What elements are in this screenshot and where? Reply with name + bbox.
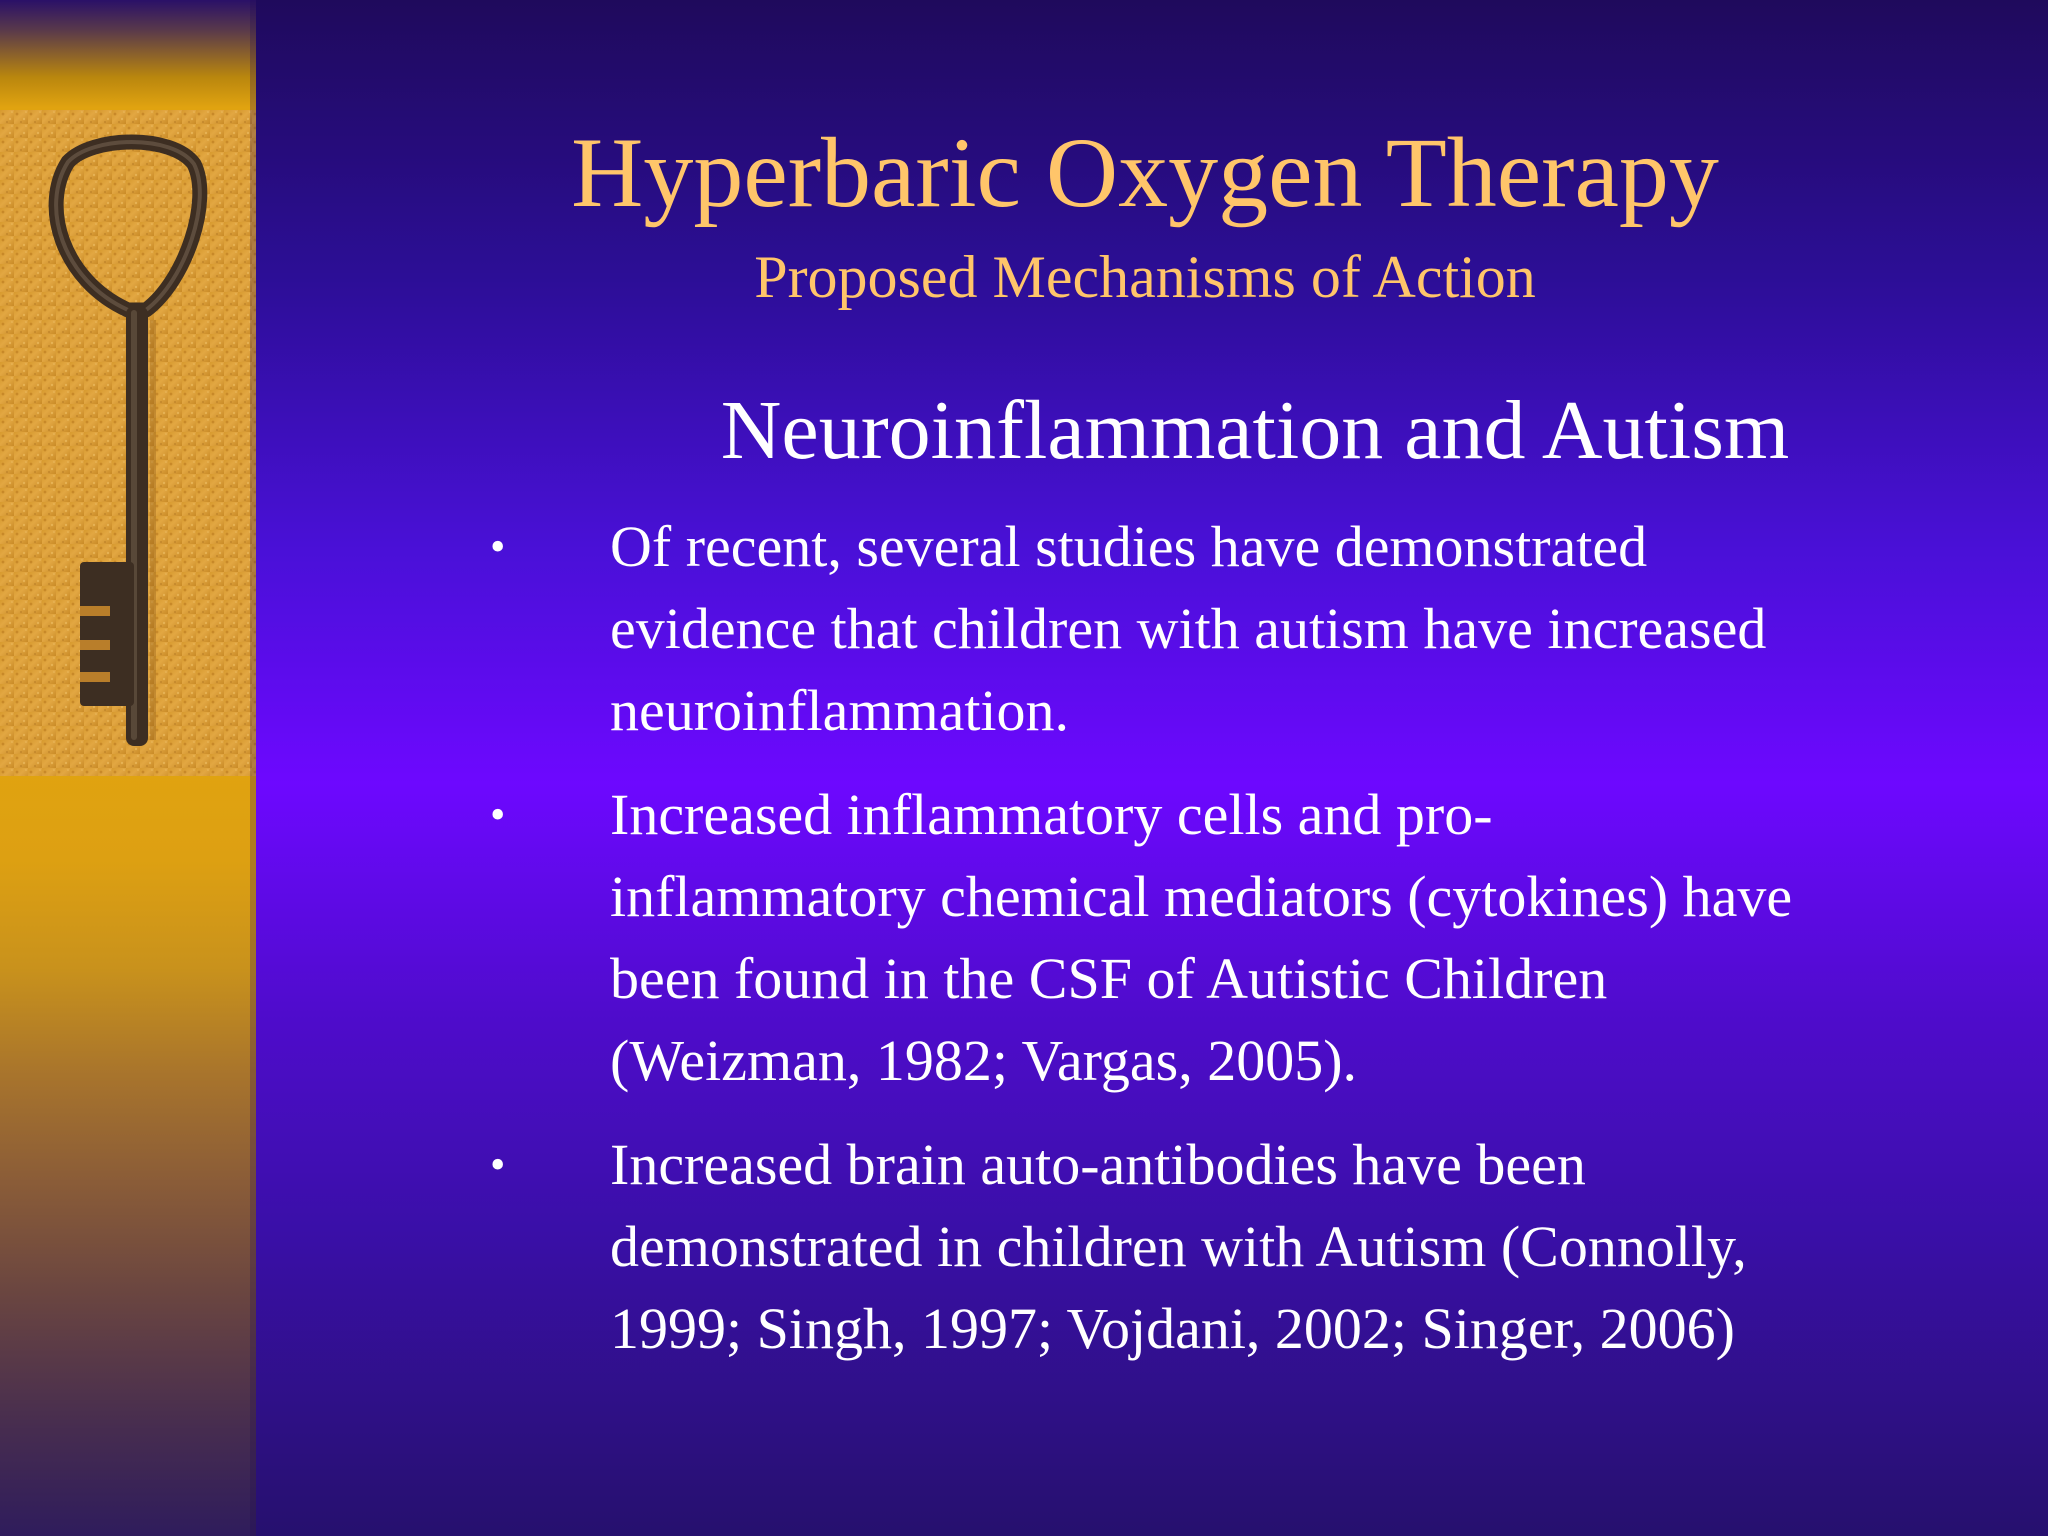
bullet-line: inflammatory chemical mediators (cytokines) have bbox=[610, 864, 1793, 929]
left-decorative-band bbox=[0, 0, 256, 1536]
bullet-line: been found in the CSF of Autistic Children bbox=[610, 946, 1608, 1011]
bullet-icon: • bbox=[490, 522, 506, 571]
bullet-item bbox=[490, 774, 2010, 1102]
bullet-line: neuroinflammation. bbox=[610, 678, 1070, 743]
bullet-list bbox=[490, 506, 2010, 1392]
bullet-item bbox=[490, 1124, 2010, 1370]
bullet-line: 1999; Singh, 1997; Vojdani, 2002; Singer, 2006) bbox=[610, 1296, 1735, 1361]
antique-key-image bbox=[0, 110, 256, 776]
bullet-line: Increased inflammatory cells and pro- bbox=[610, 782, 1493, 847]
section-heading: Neuroinflammation and Autism bbox=[720, 384, 1790, 477]
bullet-icon: • bbox=[490, 1140, 506, 1189]
bullet-line: demonstrated in children with Autism (Connolly, bbox=[610, 1214, 1747, 1279]
bullet-line: (Weizman, 1982; Vargas, 2005). bbox=[610, 1028, 1358, 1093]
slide-title: Hyperbaric Oxygen Therapy bbox=[571, 117, 1719, 228]
bullet-line: Increased brain auto-antibodies have been bbox=[610, 1132, 1586, 1197]
bullet-icon: • bbox=[490, 790, 506, 839]
bullet-line: Of recent, several studies have demonstrated bbox=[610, 514, 1648, 579]
slide-subtitle: Proposed Mechanisms of Action bbox=[754, 244, 1536, 310]
bullet-item bbox=[490, 506, 2010, 752]
bullet-line: evidence that children with autism have increased bbox=[610, 596, 1767, 661]
